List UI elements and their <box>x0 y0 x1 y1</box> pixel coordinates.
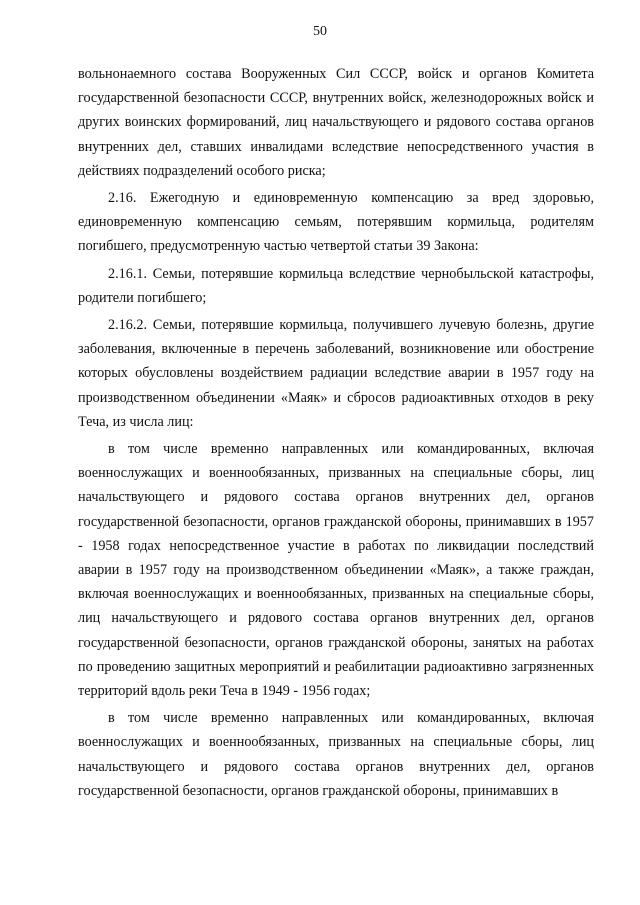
paragraph-2-16-1: 2.16.1. Семьи, потерявшие кормильца вследствие чернобыльской катастрофы, родители погибшего; <box>78 265 594 306</box>
paragraph-2-16: 2.16. Ежегодную и единовременную компенсацию за вред здоровью, единовременную компенсацию семьям, потерявшим кормильца, родителям погибшего, предусмотренную частью четвертой статьи 39 Закона: <box>78 190 594 255</box>
paragraph-including-temporary-1: в том числе временно направленных или командированных, включая военнослужащих и военнообязанных, призванных на специальные сборы, лиц начальствующего и рядового состава органов внутренних дел, органов государственной безопасности, органов гражданской обороны, принимавших в 1957 - 1958 годах непосредственное участие в работах по ликвидации последствий аварии в 1957 году на производственном объединении «Маяк», а также граждан, включая военнослужащих и военнообязанных, призванных на специальные сборы, лиц начальствующего и рядового состава органов внутренних дел, органов государственной безопасности, органов гражданской обороны, занятых на работах по проведению защитных мероприятий и реабилитации радиоактивно загрязненных территорий вдоль реки Теча в 1949 - 1956 годах; <box>78 441 594 700</box>
page-number: 50 <box>313 24 327 39</box>
paragraph-2-16-2: 2.16.2. Семьи, потерявшие кормильца, получившего лучевую болезнь, другие заболевания, включенные в перечень заболеваний, возникновение или обострение которых обусловлены воздействием радиации вследствие аварии в 1957 году на производственном объединении «Маяк» и сбросов радиоактивных отходов в реку Теча, из числа лиц: <box>78 317 594 430</box>
document-body <box>78 62 594 803</box>
paragraph-continuation: вольнонаемного состава Вооруженных Сил СССР, войск и органов Комитета государственной безопасности СССР, внутренних войск, железнодорожных войск и других воинских формирований, лиц начальствующего и рядового состава органов внутренних дел, ставших инвалидами вследствие непосредственного участия в действиях подразделений особого риска; <box>78 66 594 179</box>
paragraph-including-temporary-2: в том числе временно направленных или командированных, включая военнослужащих и военнообязанных, призванных на специальные сборы, лиц начальствующего и рядового состава органов внутренних дел, органов государственной безопасности, органов гражданской обороны, принимавших в <box>78 710 594 799</box>
